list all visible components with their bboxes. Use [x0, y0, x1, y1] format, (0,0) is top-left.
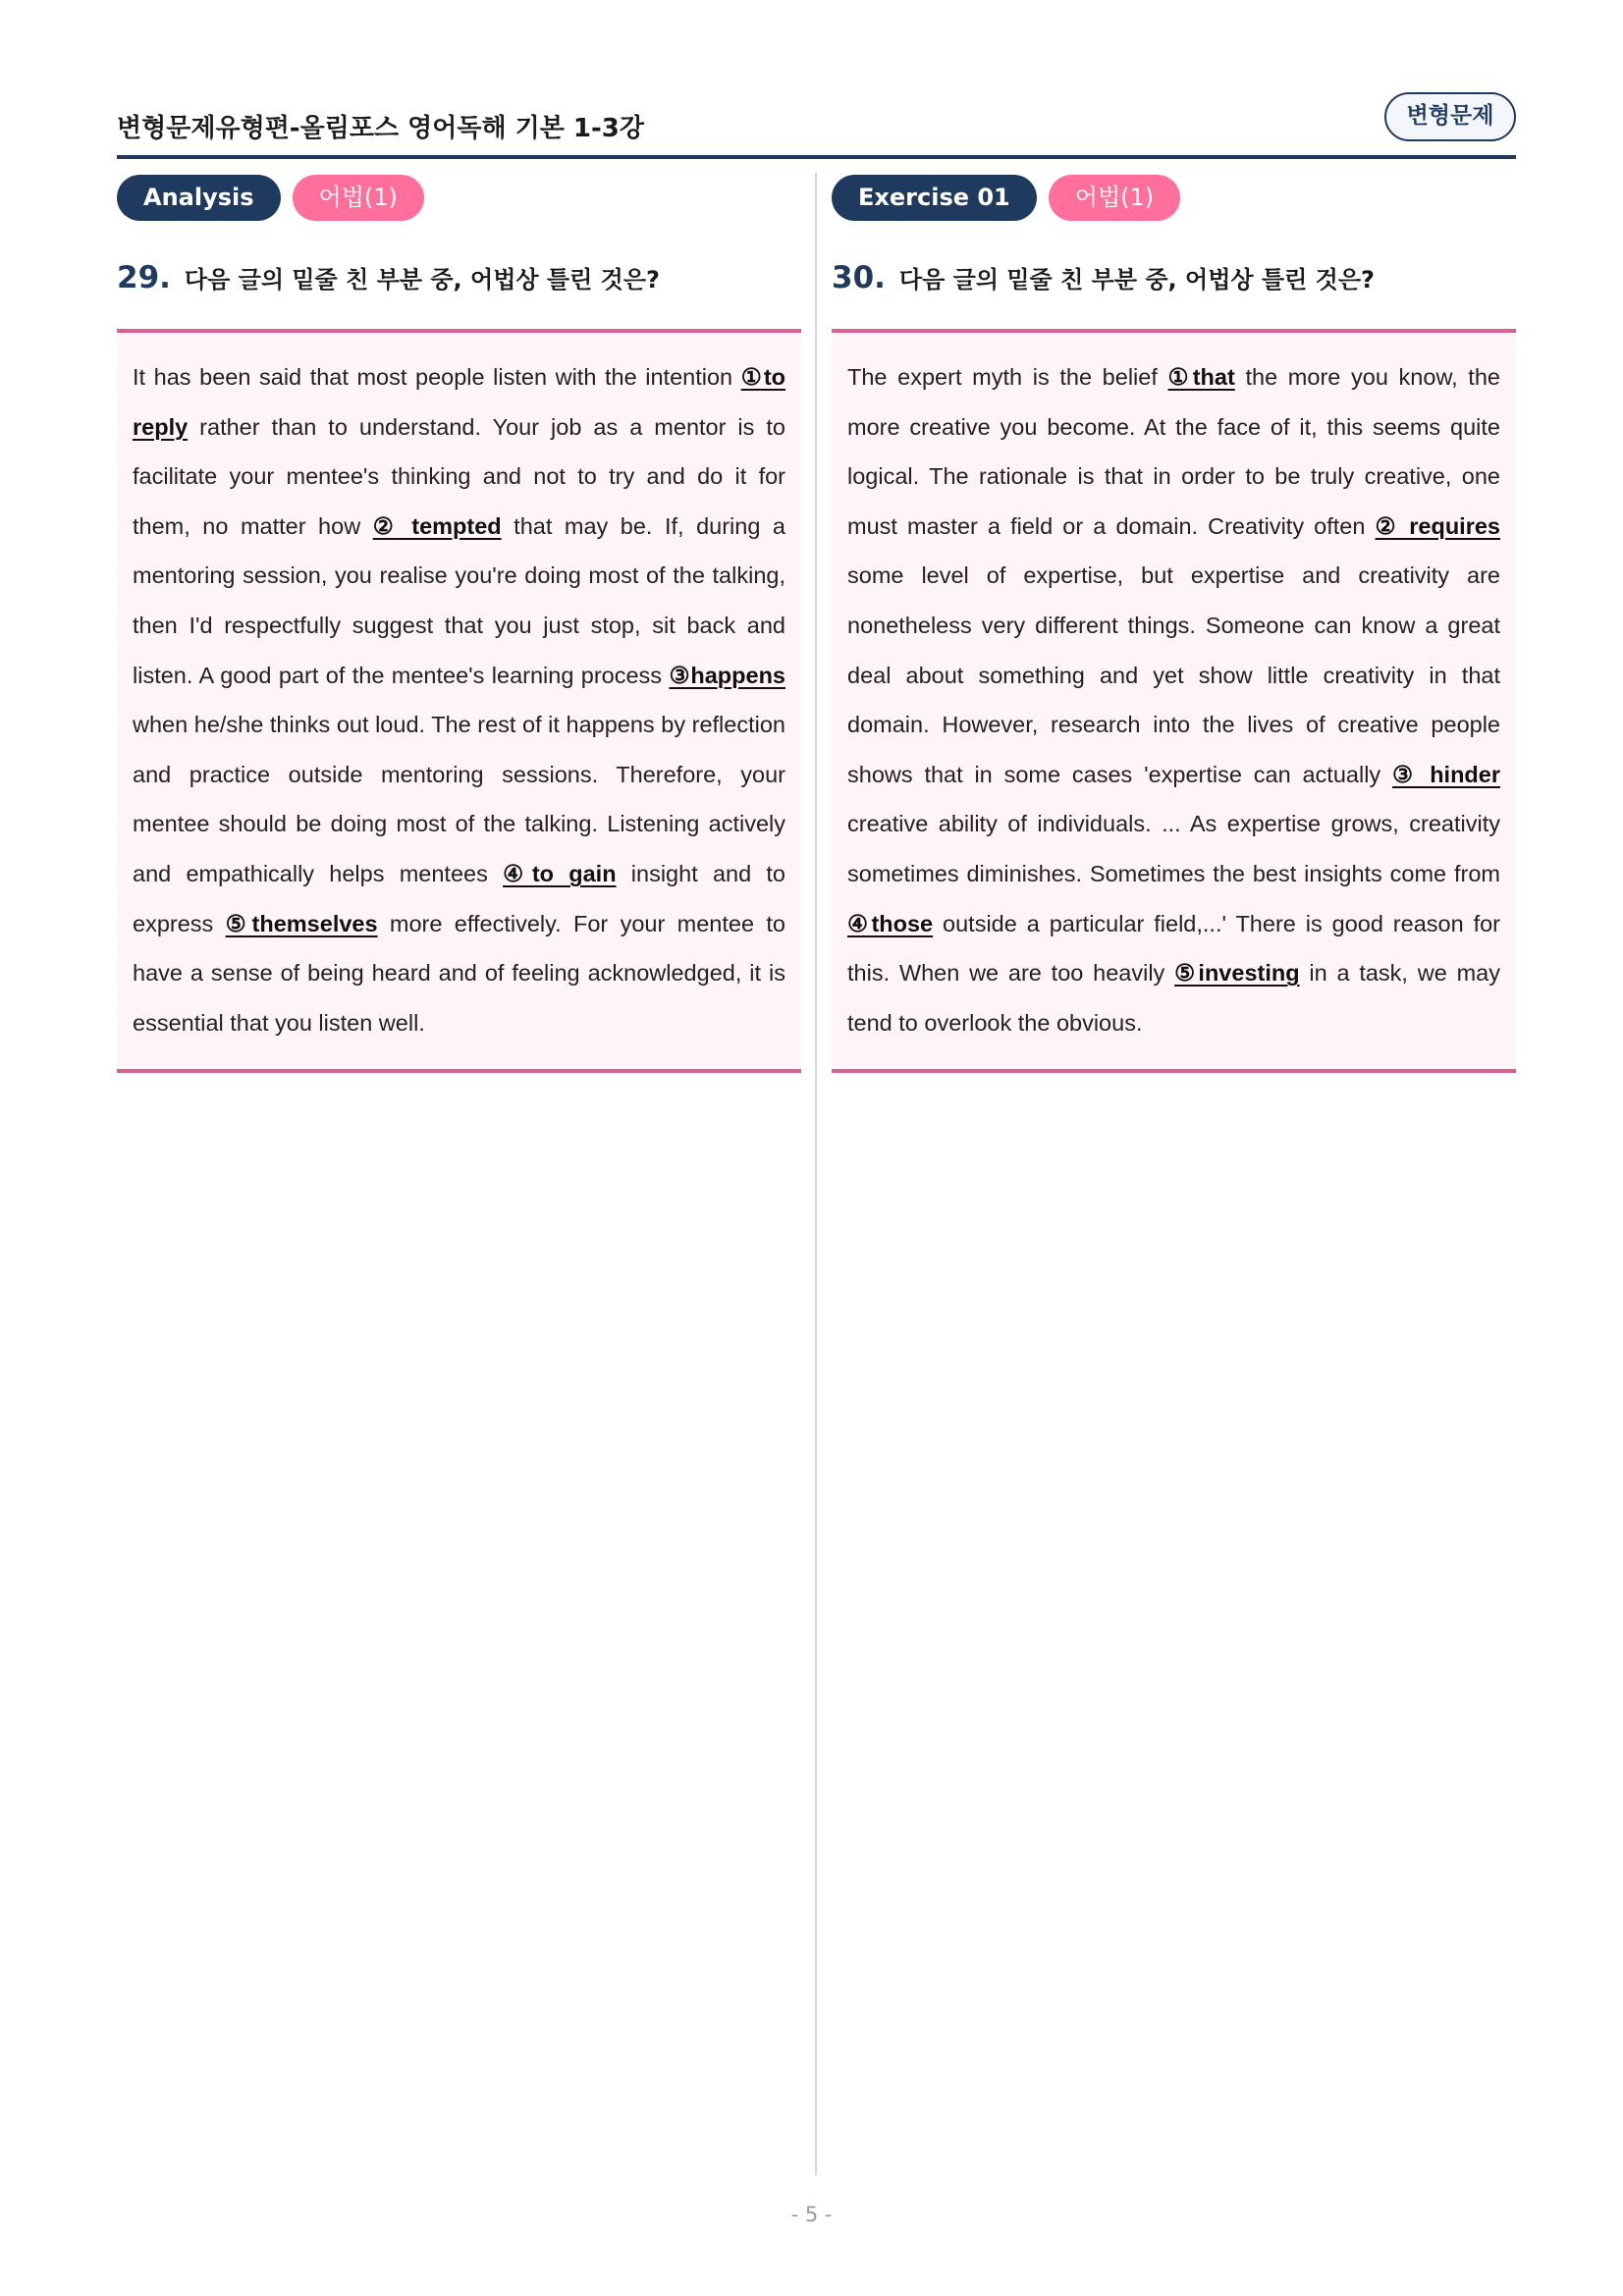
passage-segment: in a task, we may tend to overlook the obvious. [847, 960, 1500, 1036]
question-text: 다음 글의 밑줄 친 부분 중, 어법상 틀린 것은? [184, 266, 660, 294]
question-29 [117, 260, 801, 299]
page-header [117, 90, 1516, 161]
passage-text [847, 352, 1500, 1047]
underlined-option-1: ①that [1167, 364, 1235, 390]
column-divider [815, 173, 817, 2175]
passage-segment: insight and to express [133, 860, 785, 936]
passage-segment: It has been said that most people listen with the intention [133, 364, 741, 390]
passage-box [832, 329, 1516, 1073]
underlined-option-5: ⑤themselves [225, 910, 378, 936]
passage-box [117, 329, 801, 1073]
question-number: 29. [117, 260, 171, 295]
passage-segment: that may be. If, during a mentoring session, you realise you're doing most of the talking, then I'd respectfully suggest that you just stop, sit back and listen. A good part of the mentee's learning process [133, 512, 785, 688]
passage-segment: The expert myth is the belief [847, 364, 1168, 390]
underlined-option-5: ⑤investing [1174, 960, 1300, 987]
underlined-option-2: ② tempted [372, 512, 502, 539]
page-number: - 5 - [790, 2203, 833, 2226]
passage-segment: creative ability of individuals. ... As expertise grows, creativity sometimes diminishes. Sometimes the best insights come from [847, 811, 1500, 886]
right-column [832, 175, 1516, 1073]
question-text: 다음 글의 밑줄 친 부분 중, 어법상 틀린 것은? [898, 266, 1375, 294]
header-rule [117, 155, 1516, 159]
grammar-tag: 어법(1) [1049, 175, 1180, 221]
underlined-option-3: ③ hinder [1392, 761, 1501, 787]
passage-segment: the more you know, the more creative you become. At the face of it, this seems quite logical. The rationale is that in order to be truly creative, one must master a field or a domain. Creativity often [847, 364, 1500, 539]
underlined-option-3: ③happens [669, 662, 785, 688]
passage-segment: some level of expertise, but expertise and creativity are nonetheless very different things. Someone can know a great deal about something and yet show little creativity in that domain. However, research into the lives of creative people shows that in some cases 'expertise can actually [847, 562, 1500, 787]
underlined-option-4: ④to gain [503, 860, 617, 886]
passage-segment: when he/she thinks out loud. The rest of it happens by reflection and practice outside mentoring sessions. Therefore, your mentee should be doing most of the talking. Listening actively and empathically helps mentees [133, 712, 785, 886]
right-tags [832, 175, 1516, 221]
passage-segment: more effectively. For your mentee to have a sense of being heard and of feeling acknowledged, it is essential that you listen well. [133, 910, 785, 1036]
left-tags [117, 175, 801, 221]
analysis-tag: Analysis [117, 175, 281, 221]
underlined-option-4: ④those [847, 910, 934, 936]
document-title: 변형문제유형편-올림포스 영어독해 기본 1-3강 [117, 114, 645, 143]
underlined-option-2: ② requires [1375, 512, 1500, 539]
passage-text [133, 352, 785, 1047]
left-column [117, 175, 801, 1073]
passage-segment: rather than to understand. Your job as a mentor is to facilitate your mentee's thinking and not to try and do it for them, no matter how [133, 413, 785, 539]
underlined-option-1: ①to reply [133, 364, 785, 440]
grammar-tag: 어법(1) [293, 175, 424, 221]
question-30 [832, 260, 1516, 299]
question-number: 30. [832, 260, 886, 295]
exercise-tag: Exercise 01 [832, 175, 1037, 221]
passage-segment: outside a particular field,...' There is good reason for this. When we are too heavily [847, 910, 1500, 987]
type-badge: 변형문제 [1384, 92, 1516, 141]
